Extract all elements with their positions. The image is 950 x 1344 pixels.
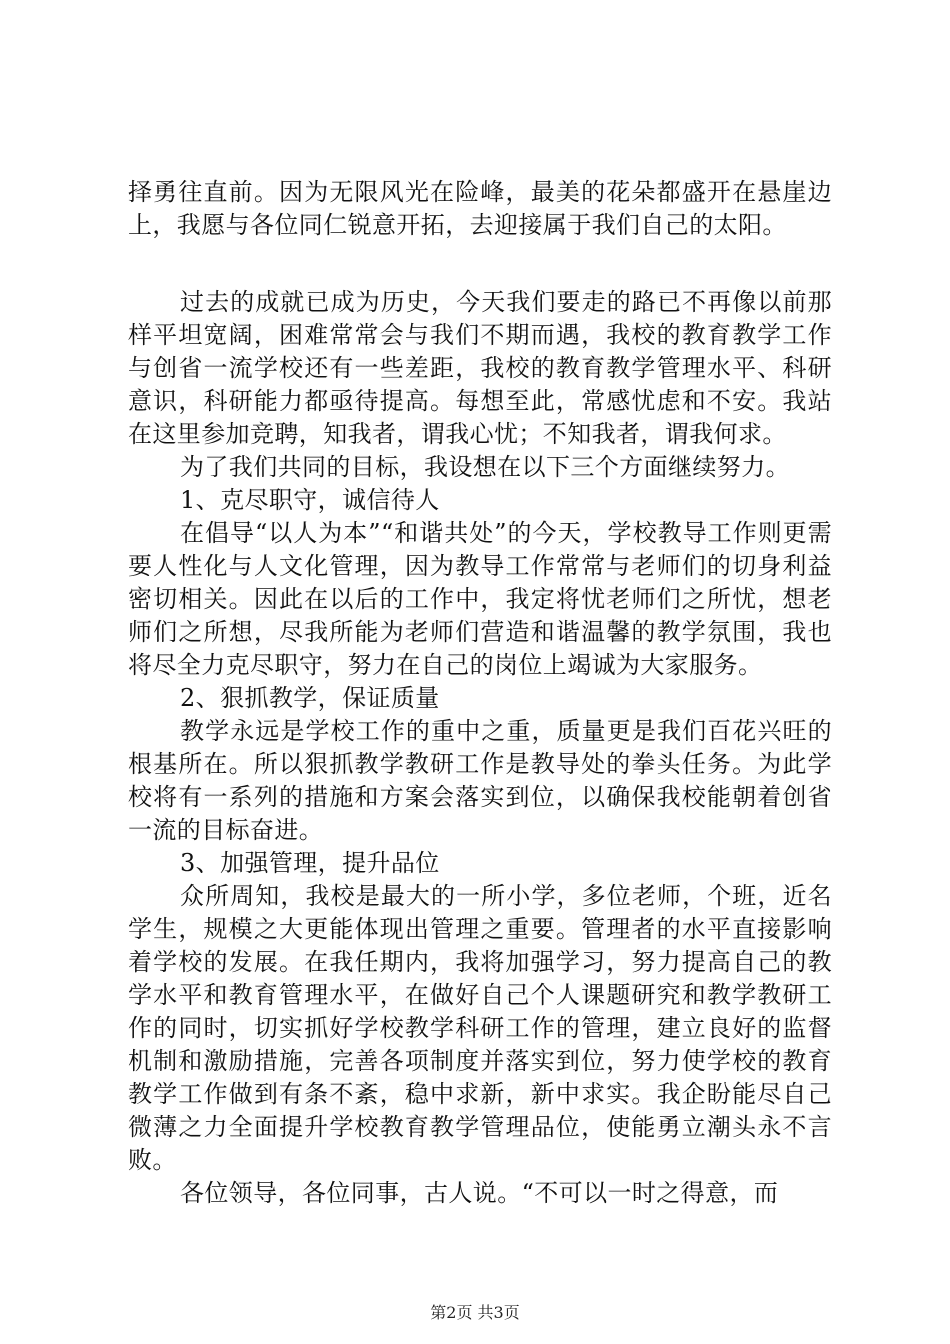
section-heading-1: 1、克尽职守，诚信待人 bbox=[180, 486, 440, 514]
paragraph-section-1: 在倡导“以人为本”“和谐共处”的今天，学校教导工作则更需要人性化与人文化管理，因为教导工作常常与老师们的切身利益密切相关。因此在以后的工作中，我定将忧老师们之所忧，想老师们之所想，尽我所能为老师们营造和谐温馨的教学氛围，我也将尽全力克尽职守，努力在自己的岗位上竭诚为大家服务。 bbox=[128, 519, 832, 679]
section-heading-3: 3、加强管理，提升品位 bbox=[180, 849, 440, 877]
paragraph-section-2: 教学永远是学校工作的重中之重，质量更是我们百花兴旺的根基所在。所以狠抓教学教研工作是教导处的拳头任务。为此学校将有一系列的措施和方案会落实到位，以确保我校能朝着创省一流的目标奋进。 bbox=[128, 717, 832, 844]
paragraph-continuation: 择勇往直前。因为无限风光在险峰，最美的花朵都盛开在悬崖边上，我愿与各位同仁锐意开拓，去迎接属于我们自己的太阳。 bbox=[128, 178, 832, 239]
paragraph-closing: 各位领导，各位同事，古人说。“不可以一时之得意，而 bbox=[180, 1179, 779, 1207]
page-number-footer: 第2页 共3页 bbox=[430, 1303, 520, 1322]
paragraph-history: 过去的成就已成为历史，今天我们要走的路已不再像以前那样平坦宽阔，困难常常会与我们不期而遇，我校的教育教学工作与创省一流学校还有一些差距，我校的教育教学管理水平、科研意识，科研能力都亟待提高。每想至此，常感忧虑和不安。我站在这里参加竞聘，知我者，谓我心忧；不知我者，谓我何求。 bbox=[128, 288, 832, 448]
document-body bbox=[128, 176, 832, 1210]
paragraph-spacer bbox=[128, 242, 832, 286]
paragraph-goals-intro: 为了我们共同的目标，我设想在以下三个方面继续努力。 bbox=[180, 453, 790, 481]
paragraph-section-3: 众所周知，我校是最大的一所小学，多位老师，个班，近名学生，规模之大更能体现出管理之重要。管理者的水平直接影响着学校的发展。在我任期内，我将加强学习，努力提高自己的教学水平和教育管理水平，在做好自己个人课题研究和教学教研工作的同时，切实抓好学校教学科研工作的管理，建立良好的监督机制和激励措施，完善各项制度并落实到位，努力使学校的教育教学工作做到有条不紊，稳中求新，新中求实。我企盼能尽自己微薄之力全面提升学校教育教学管理品位，使能勇立潮头永不言败。 bbox=[128, 882, 832, 1174]
section-heading-2: 2、狠抓教学，保证质量 bbox=[180, 684, 440, 712]
